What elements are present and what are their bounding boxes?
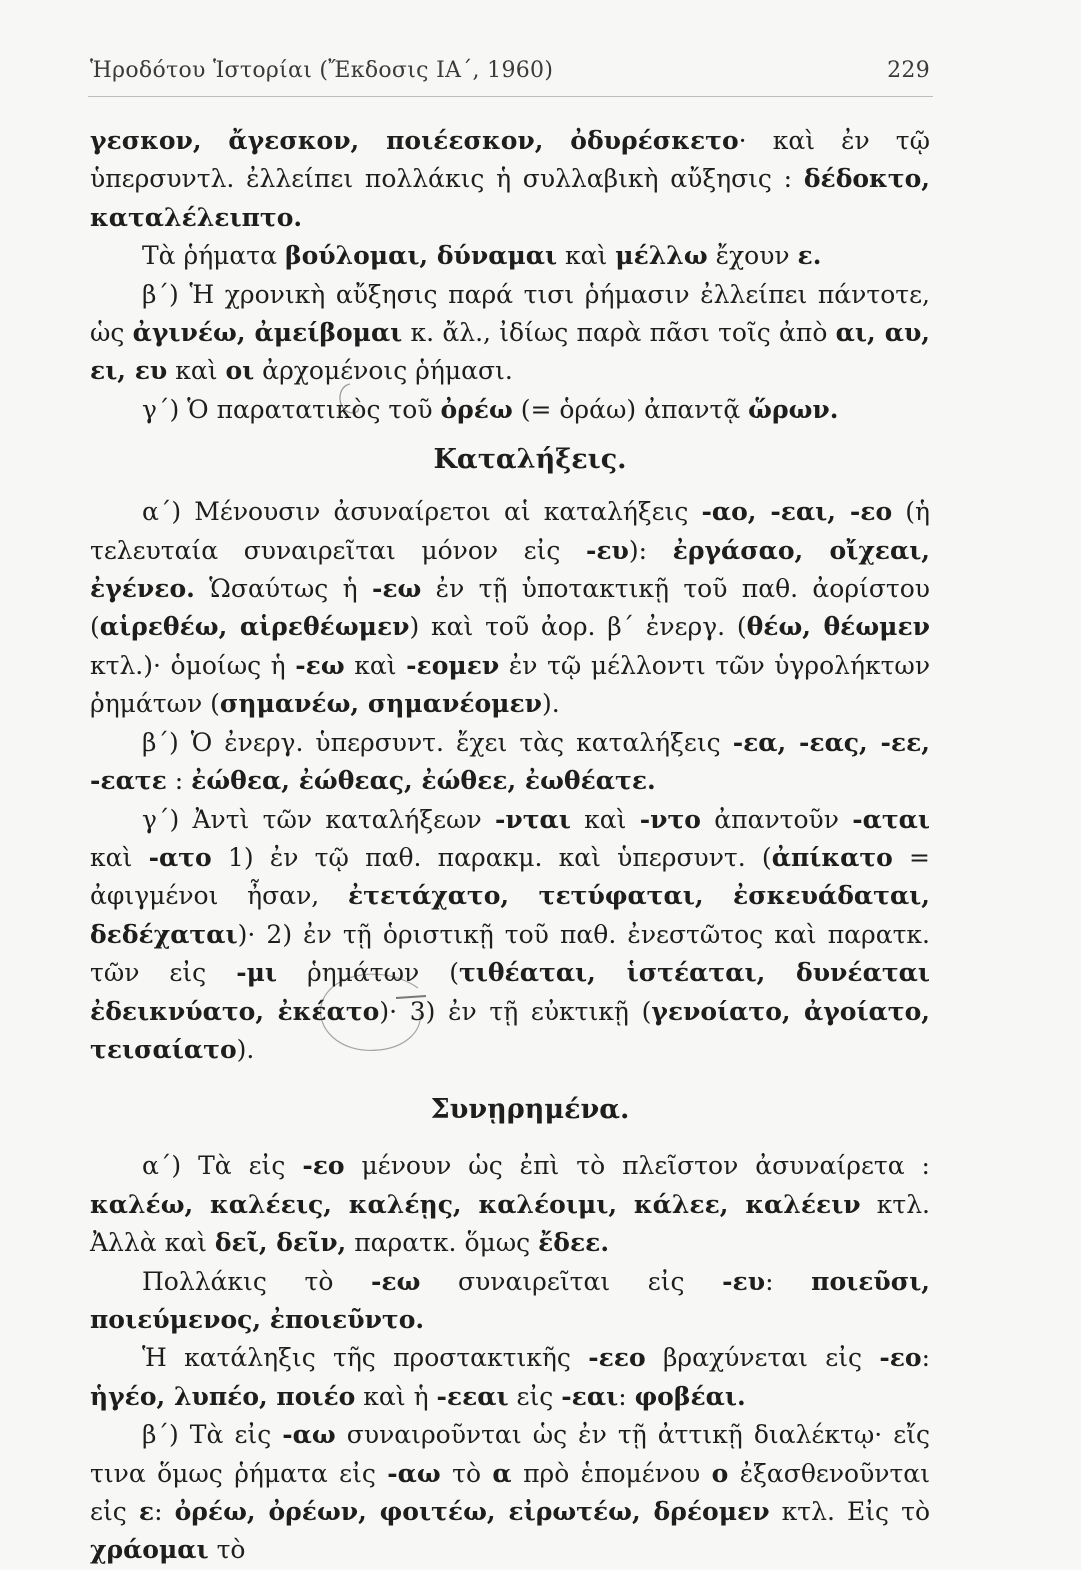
- bold-term: -μι: [236, 958, 277, 988]
- bold-term: -ευ: [585, 535, 629, 565]
- bold-term: -εομεν: [406, 650, 500, 680]
- text-run: β΄) Ἡ χρονικὴ αὔξησις παρά τισι ῥήμασιν ἐλλείπει πάντοτε, ὡς: [90, 279, 930, 348]
- text-run: καὶ: [90, 842, 149, 872]
- text-run: (ἡ τελευταία συναιρεῖται μόνον εἰς: [90, 497, 930, 565]
- bold-term: ἐτετάχατο, τετύφαται, ἐσκευάδαται, δεδέχαται: [90, 881, 930, 949]
- body-text: [90, 122, 930, 1570]
- bold-term: -εω: [295, 650, 345, 680]
- text-run: καὶ: [167, 356, 226, 386]
- text-run: μένουν ὡς ἐπὶ τὸ πλεῖστον ἀσυναίρετα :: [344, 1151, 930, 1181]
- bold-term: -αω: [387, 1458, 441, 1488]
- text-run: Ὡσαύτως ἡ: [194, 574, 372, 604]
- text-run: ἐξασθενοῦνται εἰς: [90, 1458, 930, 1526]
- text-run: γ΄) Ὁ παρατατικὸς τοῦ: [142, 394, 441, 424]
- bold-term: -εο: [302, 1151, 345, 1181]
- bold-term: θέω, θέωμεν: [746, 612, 931, 642]
- text-run: παρατκ. ὅμως: [346, 1228, 539, 1258]
- text-run: ) καὶ τοῦ ἀορ. β΄ ἐνεργ. (: [409, 612, 747, 642]
- text-run: βραχύνεται εἰς: [645, 1343, 880, 1373]
- text-run: Τὰ ῥήματα: [142, 241, 285, 271]
- text-run: καὶ ἡ: [355, 1381, 437, 1411]
- text-run: ἔχουν: [707, 241, 798, 271]
- bold-term: -εεο: [588, 1343, 646, 1373]
- bold-term: -ατο: [148, 842, 212, 872]
- bold-term: ἔδεε.: [538, 1228, 610, 1258]
- text-run: (= ὁράω) ἀπαντᾷ: [512, 394, 749, 424]
- bold-term: -εεαι: [436, 1381, 509, 1411]
- bold-term: χράομαι: [90, 1535, 209, 1565]
- para-imperfect: [90, 391, 930, 429]
- text-run: γ΄) Ἀντὶ τῶν καταλήξεων: [142, 804, 495, 834]
- text-run: εἰς: [508, 1381, 562, 1411]
- bold-term: βούλομαι, δύναμαι: [284, 241, 558, 271]
- text-run: β΄) Ὁ ἐνεργ. ὑπερσυντ. ἔχει τὰς καταλήξεις: [142, 727, 733, 757]
- bold-term: ε: [138, 1497, 155, 1526]
- text-run: )· 3) ἐν τῇ εὐκτικῇ (: [379, 996, 652, 1026]
- bold-term: -ντο: [639, 804, 701, 834]
- para-continuation: [90, 122, 930, 237]
- text-run: τὸ: [440, 1458, 493, 1488]
- bold-term: -αται: [852, 804, 930, 834]
- para-auxiliary-verbs: [90, 237, 930, 275]
- bold-term: τιθέαται, ἱστέαται, δυνέαται ἐδεικνύατο, ἐκέατο: [90, 958, 930, 1026]
- para-contracted-beta: [90, 1416, 930, 1570]
- text-run: β΄) Τὰ εἰς: [142, 1420, 283, 1450]
- text-run: · καὶ ἐν τῷ ὑπερσυντλ.: [90, 126, 930, 194]
- para-endings-alpha: [90, 493, 930, 723]
- bold-term: φοβέαι.: [634, 1381, 746, 1411]
- bold-term: ὥρων.: [748, 394, 839, 424]
- bold-term: ἐώθεα, ἐώθεας, ἐώθεε, ἐωθέατε.: [191, 766, 656, 796]
- text-run: 1) ἐν τῷ παθ. παρακμ. καὶ ὑπερσυντ. (: [211, 842, 772, 872]
- para-contracted-alpha: [90, 1147, 930, 1262]
- para-endings-beta: [90, 724, 930, 801]
- bold-term: ἀγινέω, ἀμείβομαι: [132, 318, 403, 348]
- text-run: = ἀφιγμένοι ἦσαν,: [90, 842, 930, 911]
- text-run: κ. ἄλ., ἰδίως παρὰ πᾶσι τοῖς ἀπὸ: [402, 318, 836, 348]
- text-run: ἐν τῷ μέλλοντι τῶν ὑγρολήκτων ῥημάτων (: [90, 650, 931, 719]
- text-run: ).: [542, 689, 560, 719]
- text-run: ):: [628, 535, 673, 565]
- text-run: α΄) Μένουσιν ἀσυναίρετοι αἱ καταλήξεις: [142, 497, 702, 527]
- text-run: )· 2) ἐν τῇ ὁριστικῇ τοῦ παθ. ἐνεστῶτος καὶ παρατκ. τῶν εἰς: [90, 919, 930, 988]
- text-run: ἀρχομένοις ῥήμασι.: [254, 356, 513, 386]
- text-run: κτλ.)· ὁμοίως ἡ: [90, 650, 296, 680]
- bold-term: γενοίατο, ἀγοίατο, τεισαίατο: [90, 996, 930, 1064]
- heading-contracted: Συνῃρημένα.: [430, 1094, 630, 1126]
- text-run: Πολλάκις τὸ: [142, 1266, 371, 1296]
- text-run: καὶ: [570, 804, 640, 834]
- text-run: κτλ. Εἰς τὸ: [769, 1497, 931, 1526]
- bold-term: δέδοκτο, καταλέλειπτο.: [90, 164, 930, 232]
- para-contracted-eo: [90, 1263, 930, 1340]
- bold-term: αἱρεθέω, αἱρεθέωμεν: [99, 612, 410, 642]
- bold-term: ἐργάσαο, οἴχεαι, ἐγένεο.: [90, 535, 931, 604]
- text-run: :: [921, 1343, 931, 1373]
- text-run: ἀπαντοῦν: [700, 804, 853, 834]
- text-run: τὸ: [208, 1535, 246, 1565]
- text-run: καὶ: [557, 241, 616, 271]
- running-head: [90, 58, 930, 83]
- text-run: α΄) Τὰ εἰς: [142, 1151, 303, 1181]
- bold-term: -εω: [371, 1266, 421, 1296]
- bold-term: καλέω, καλέεις, καλέῃς, καλέοιμι, κάλεε, καλέειν: [90, 1189, 861, 1219]
- bold-term: -αο, -εαι, -εο: [701, 497, 893, 527]
- text-run: :: [765, 1266, 812, 1296]
- running-head-title: Ἡροδότου Ἱστορίαι (Ἔκδοσις ΙΑ΄, 1960): [90, 58, 554, 83]
- text-run: πρὸ ἑπομένου: [511, 1458, 712, 1488]
- bold-term: -ευ: [722, 1266, 766, 1296]
- bold-term: -εο: [879, 1343, 922, 1373]
- text-run: συναιροῦνται ὡς ἐν τῇ ἀττικῇ διαλέκτῳ· εἴς τινα ὅμως ῥήματα εἰς: [90, 1420, 931, 1488]
- text-run: ἐν τῇ ὑποτακτικῇ τοῦ παθ. ἀορίστου (: [90, 574, 930, 642]
- para-temporal-augment: [90, 276, 930, 391]
- bold-term: ἡγέο, λυπέο, ποιέο: [90, 1381, 356, 1411]
- bold-term: -εαι: [561, 1381, 619, 1411]
- bold-term: α: [492, 1458, 512, 1488]
- text-run: ῥημάτων (: [276, 958, 459, 988]
- page-number: 229: [887, 58, 930, 83]
- text-run: ).: [236, 1034, 255, 1064]
- bold-term: -εω: [371, 574, 422, 604]
- text-run: Ἡ κατάληξις τῆς προστακτικῆς: [142, 1343, 589, 1373]
- bold-term: ὀρέω, ὀρέων, φοιτέω, εἰρωτέω, δρέομεν: [174, 1497, 770, 1526]
- bold-term: οι: [225, 356, 255, 386]
- bold-term: -αω: [282, 1420, 336, 1450]
- para-imperative: [90, 1339, 930, 1416]
- text-run: :: [618, 1381, 635, 1411]
- text-run: κτλ. Ἀλλὰ καὶ: [90, 1189, 931, 1258]
- bold-term: δεῖ, δεῖν,: [214, 1228, 347, 1258]
- header-rule: [88, 96, 933, 97]
- heading-endings: Καταλήξεις.: [433, 444, 627, 476]
- bold-term: αι, αυ, ει, ευ: [90, 318, 930, 386]
- bold-term: ὀρέω: [440, 394, 513, 424]
- bold-term: ἀπίκατο: [771, 842, 893, 872]
- bold-term: -εα, -εας, -εε, -εατε: [90, 727, 930, 796]
- para-endings-gamma: [90, 801, 930, 1070]
- bold-term: ο: [711, 1458, 729, 1488]
- text-run: :: [154, 1497, 175, 1526]
- bold-term: ε.: [797, 241, 822, 271]
- text-run: :: [166, 766, 192, 796]
- bold-term: σημανέω, σημανέομεν: [219, 689, 543, 719]
- bold-term: -νται: [494, 804, 571, 834]
- bold-term: μέλλω: [615, 241, 708, 271]
- bold-term: γεσκον, ἄγεσκον, ποιέεσκον, ὀδυρέσκετο: [90, 126, 739, 155]
- text-run: καὶ: [344, 650, 407, 680]
- text-run: συναιρεῖται εἰς: [420, 1266, 723, 1296]
- text-run: ἐλλείπει πολλάκις ἡ συλλαβικὴ αὔξησις :: [246, 164, 804, 194]
- bold-term: ποιεῦσι, ποιεύμενος, ἐποιεῦντο.: [90, 1266, 930, 1334]
